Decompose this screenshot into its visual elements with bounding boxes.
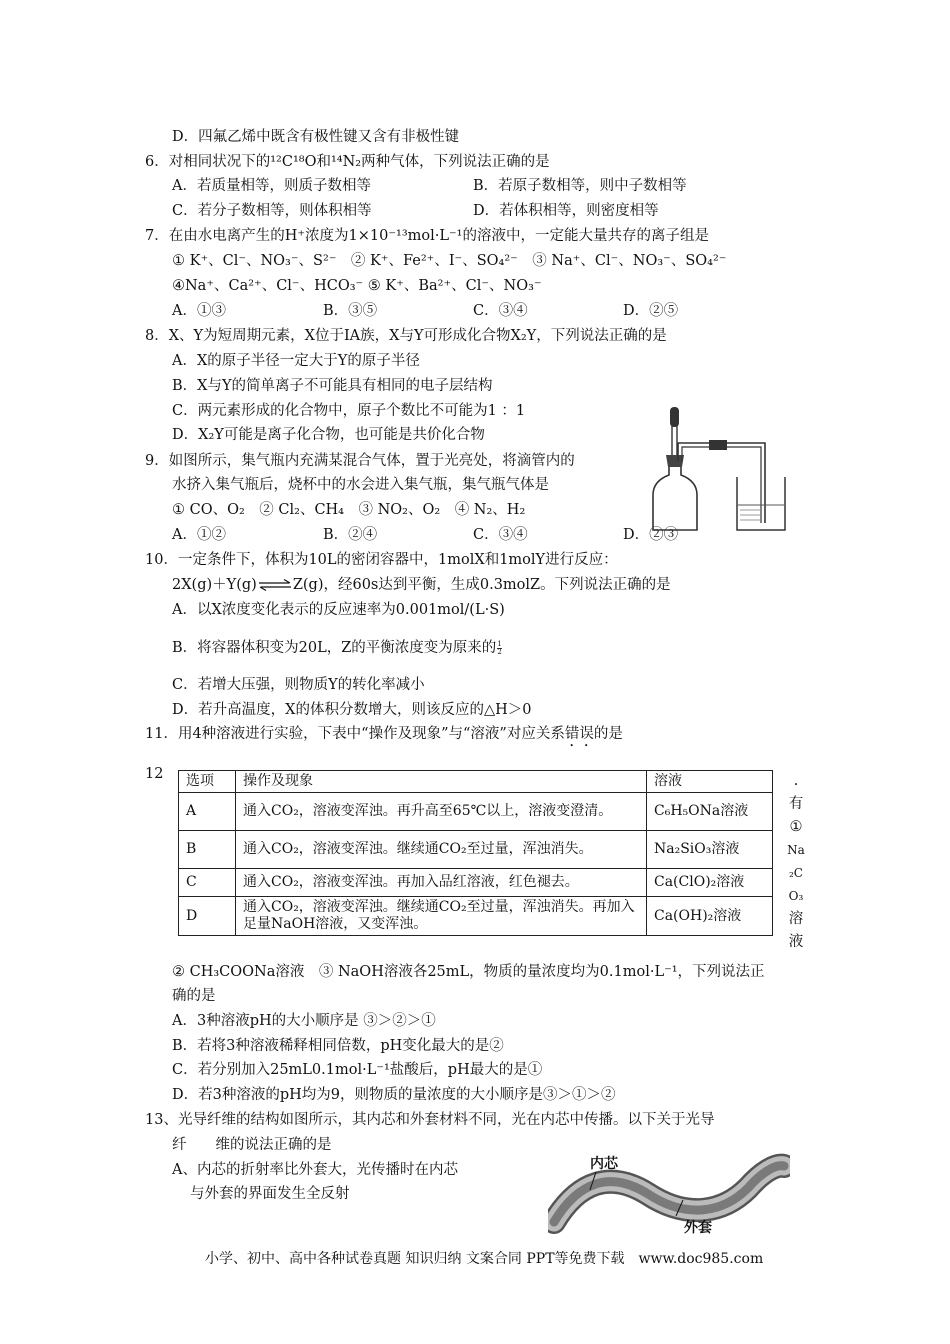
table-header-cell: 溶液 [647, 771, 773, 793]
q13-stem-2: 纤 维的说法正确的是 [172, 1137, 332, 1153]
q12-option-d: D．若3种溶液的pH均为9，则物质的量浓度的大小顺序是③＞①＞② [172, 1087, 616, 1103]
table-cell: Na₂SiO₃溶液 [647, 831, 773, 869]
optical-fiber-figure [548, 1150, 790, 1240]
table-row [179, 897, 773, 936]
q9-option-d: D．②③ [623, 527, 679, 543]
q6-stem: 6．对相同状况下的¹²C¹⁸O和¹⁴N₂两种气体，下列说法正确的是 [145, 154, 550, 170]
q12-line-1: ② CH₃COONa溶液 ③ NaOH溶液各25mL，物质的量浓度均为0.1mol·L⁻¹，下列说法正 [172, 964, 765, 980]
q9-option-b: B．②④ [323, 527, 378, 543]
table-cell: B [179, 831, 236, 869]
q5-option-d: D．四氟乙烯中既含有极性键又含有非极性键 [172, 129, 460, 145]
q12-vertical-char: 液 [788, 934, 804, 950]
q10-option-b [172, 638, 502, 658]
q9-stem-2: 水挤入集气瓶后，烧杯中的水会进入集气瓶，集气瓶气体是 [172, 477, 549, 493]
fiber-core-label: 内芯 [590, 1156, 618, 1172]
q10-option-c: C．若增大压强，则物质Y的转化率减小 [172, 677, 425, 693]
q10-equation-left: 2X(g)＋Y(g) [172, 577, 257, 593]
q12-option-c: C．若分别加入25mL0.1mol·L⁻¹盐酸后，pH最大的是① [172, 1062, 543, 1078]
table-cell: D [179, 897, 236, 936]
table-header-row [179, 771, 773, 793]
q6-option-a: A．若质量相等，则质子数相等 [172, 178, 371, 194]
q13-option-a-line-1: A、内芯的折射率比外套大，光传播时在内芯 [172, 1162, 458, 1178]
q13-stem-1: 13、光导纤维的结构如图所示，其内芯和外套材料不同，光在内芯中传播。以下关于光导 [145, 1112, 715, 1128]
q12-vertical-char: Na [787, 843, 805, 857]
q12-vertical-char: 有 [788, 796, 804, 812]
q10-stem: 10．一定条件下，体积为10L的密闭容器中，1molX和1molY进行反应： [145, 552, 618, 568]
q12-vertical-char: . [793, 773, 799, 789]
q6-option-b: B．若原子数相等，则中子数相等 [473, 178, 687, 194]
q12-vertical-char: O₃ [788, 889, 804, 903]
q7-ion-line-1: ① K⁺、Cl⁻、NO₃⁻、S²⁻ ② K⁺、Fe²⁺、I⁻、SO₄²⁻ ③ Na⁺、Cl⁻、NO₃⁻、SO₄²⁻ [172, 253, 727, 269]
page-footer: 小学、初中、高中各种试卷真题 知识归纳 文案合同 PPT等免费下载 www.doc985.com [205, 1251, 764, 1267]
q12-option-a: A．3种溶液pH的大小顺序是 ③＞②＞① [172, 1013, 436, 1029]
q12-vertical-char: ₂C [789, 866, 803, 880]
table-cell: 通入CO₂，溶液变浑浊。再升高至65℃以上，溶液变澄清。 [236, 793, 647, 831]
q11-emphasis-wrong: 错误 [564, 726, 594, 742]
table-row [179, 869, 773, 897]
q10-option-a: A．以X浓度变化表示的反应速率为0.001mol/(L·S) [172, 602, 505, 618]
q12-vertical-text [786, 770, 806, 954]
q7-option-d: D．②⑤ [623, 303, 679, 319]
q8-option-d: D．X₂Y可能是离子化合物，也可能是共价化合物 [172, 427, 485, 443]
q10-equation-right: Z(g)，经60s达到平衡，生成0.3molZ。下列说法正确的是 [292, 577, 671, 593]
q13-option-a-line-2: 与外套的界面发生全反射 [190, 1186, 350, 1202]
q6-option-d: D．若体积相等，则密度相等 [473, 203, 659, 219]
q10-option-b-text: B．将容器体积变为20L，Z的平衡浓度变为原来的 [172, 640, 497, 656]
fiber-cladding-label: 外套 [684, 1220, 712, 1236]
q11-table [178, 770, 773, 936]
table-cell: C [179, 869, 236, 897]
q10-option-d: D．若升高温度，X的体积分数增大，则该反应的△H＞0 [172, 702, 532, 718]
fraction-denominator: 2 [497, 647, 502, 656]
q8-stem: 8．X、Y为短周期元素，X位于IA族，X与Y可形成化合物X₂Y，下列说法正确的是 [145, 328, 667, 344]
equilibrium-arrow-icon [257, 578, 293, 592]
q8-option-c: C．两元素形成的化合物中，原子个数比不可能为1 ：1 [172, 403, 526, 419]
q7-option-c: C．③④ [473, 303, 528, 319]
q10-equation [172, 575, 671, 595]
table-cell: C₆H₅ONa溶液 [647, 793, 773, 831]
q11-stem [145, 724, 623, 750]
fraction-numerator: 1 [497, 639, 502, 648]
table-row [179, 793, 773, 831]
q7-stem: 7．在由水电离产生的H⁺浓度为1×10⁻¹³mol·L⁻¹的溶液中，一定能大量共存的离子组是 [145, 228, 709, 244]
table-row [179, 831, 773, 869]
q9-gas-options: ① CO、O₂ ② Cl₂、CH₄ ③ NO₂、O₂ ④ N₂、H₂ [172, 502, 526, 518]
q12-vertical-char: ① [789, 819, 803, 835]
table-header-cell: 操作及现象 [236, 771, 647, 793]
q12-line-2: 确的是 [172, 988, 216, 1004]
q12-vertical-char: 溶 [788, 911, 804, 927]
q12-option-b: B．若将3种溶液稀释相同倍数，pH变化最大的是② [172, 1038, 504, 1054]
table-header-cell: 选项 [179, 771, 236, 793]
gas-bottle-apparatus-figure [645, 405, 795, 535]
q8-option-a: A．X的原子半径一定大于Y的原子半径 [172, 353, 420, 369]
q12-number: 12 [145, 766, 164, 782]
table-cell: 通入CO₂，溶液变浑浊。继续通CO₂至过量，浑浊消失。 [236, 831, 647, 869]
q7-ion-line-2: ④Na⁺、Ca²⁺、Cl⁻、HCO₃⁻ ⑤ K⁺、Ba²⁺、Cl⁻、NO₃⁻ [172, 278, 542, 294]
table-cell: 通入CO₂，溶液变浑浊。再加入品红溶液，红色褪去。 [236, 869, 647, 897]
table-cell: Ca(ClO)₂溶液 [647, 869, 773, 897]
fraction-one-half [497, 641, 501, 656]
q8-option-b: B．X与Y的简单离子不可能具有相同的电子层结构 [172, 378, 493, 394]
table-cell: Ca(OH)₂溶液 [647, 897, 773, 936]
q6-option-c: C．若分子数相等，则体积相等 [172, 203, 372, 219]
table-cell: A [179, 793, 236, 831]
q7-option-a: A．①③ [172, 303, 226, 319]
table-cell: 通入CO₂，溶液变浑浊。继续通CO₂至过量，浑浊消失。再加入足量NaOH溶液，又变浑浊。 [236, 897, 647, 936]
q11-stem-a: 11．用4种溶液进行实验，下表中“操作及现象”与“溶液”对应关系 [145, 726, 565, 742]
q9-option-a: A．①② [172, 527, 226, 543]
q11-stem-c: 的是 [593, 726, 623, 742]
q9-option-c: C．③④ [473, 527, 528, 543]
q9-stem-1: 9．如图所示，集气瓶内充满某混合气体，置于光亮处，将滴管内的 [145, 453, 575, 469]
q7-option-b: B．③⑤ [323, 303, 378, 319]
